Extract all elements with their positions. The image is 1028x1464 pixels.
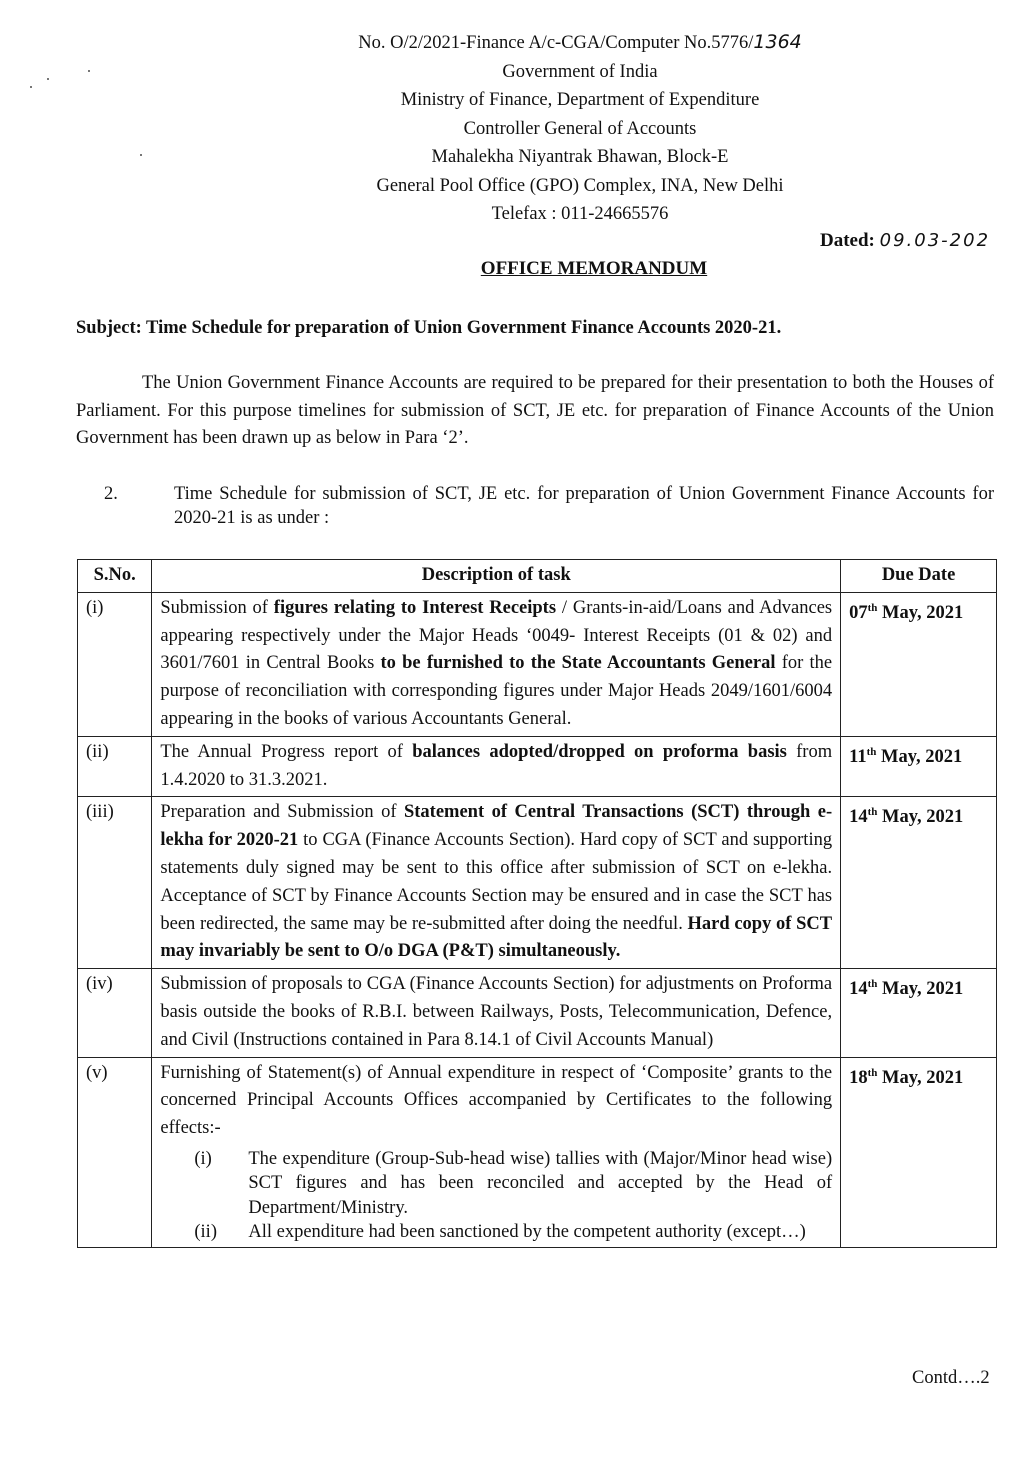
due-day: 14 [849, 807, 868, 828]
row-sno: (iii) [78, 797, 152, 969]
description-emphasis: figures relating to Interest Receipts [273, 597, 557, 618]
certificate-number: (ii) [194, 1222, 217, 1243]
due-day-suffix: th [867, 978, 878, 991]
description-segment: The Annual Progress report of [160, 741, 413, 762]
description-text [160, 739, 832, 795]
table-row [78, 797, 997, 969]
reference-number-printed: No. O/2/2021-Finance A/c-CGA/Computer No.5776/ [358, 33, 754, 53]
due-day: 14 [849, 979, 868, 1000]
description-emphasis: Statement of Central Transactions (SCT) through e-lekha for 2020-21 [160, 802, 833, 851]
table-row [78, 1057, 997, 1247]
dated-line [820, 230, 990, 252]
reference-number [300, 28, 860, 58]
table-header-row [78, 560, 997, 593]
description-text [160, 799, 832, 966]
letterhead-address: General Pool Office (GPO) Complex, INA, New Delhi [376, 175, 784, 196]
due-month-year: May, 2021 [877, 807, 964, 828]
paragraph-text: Time Schedule for submission of SCT, JE etc. for preparation of Union Government Finance Accounts for 2020-21 is as under : [174, 484, 994, 528]
row-description [152, 969, 841, 1057]
certificate-text: The expenditure (Group-Sub-head wise) tallies with (Major/Minor head wise) SCT figures and has been reconciled and accepted by the Head of Department/Ministry. [248, 1148, 833, 1218]
row-description [152, 1057, 841, 1247]
schedule-table [77, 559, 997, 1248]
paragraph-intro: The Union Government Finance Accounts are required to be prepared for their presentation to both the Houses of Parliament. For this purpose timelines for submission of SCT, JE etc. for preparation of Finance Accounts of the Union Government has been drawn up as below in Para ‘2’. [76, 373, 994, 448]
scan-speck [140, 154, 142, 156]
scan-speck [47, 78, 49, 80]
letterhead-building: Mahalekha Niyantrak Bhawan, Block-E [431, 147, 729, 167]
header-description: Description of task [152, 560, 841, 593]
memo-title: OFFICE MEMORANDUM [480, 258, 708, 279]
letterhead-office: Controller General of Accounts [463, 118, 697, 139]
description-segment: Furnishing of Statement(s) of Annual expenditure in respect of ‘Composite’ grants to the concerned Principal Accounts Offices accompanied by Certificates to the following effects:- [160, 1062, 833, 1139]
row-due-date [841, 736, 997, 797]
description-segment: to CGA (Finance Accounts Section). Hard copy of SCT and supporting statements duly signed may be sent to this office after submission of SCT on e-lekha. Acceptance of SCT by Finance Accounts Section may be ensured and in case the SCT has been redirected, the same may be re-submitted after doing the needful. [160, 830, 833, 934]
row-sno: (ii) [78, 736, 152, 797]
certificate-item [160, 1220, 832, 1245]
description-text [160, 595, 832, 734]
due-day-suffix: th [866, 745, 877, 758]
reference-number-handwritten: 1364 [753, 31, 802, 53]
description-text [160, 971, 832, 1054]
schedule-body [78, 592, 997, 1247]
memo-title-wrap [0, 258, 1028, 280]
letterhead-government: Government of India [502, 61, 658, 82]
dated-label: Dated: [820, 230, 875, 251]
letterhead-ministry: Ministry of Finance, Department of Expenditure [400, 90, 760, 110]
scan-speck [30, 86, 32, 88]
due-day-suffix: th [867, 1066, 878, 1079]
row-description [152, 797, 841, 969]
description-segment: for the purpose of reconciliation with corresponding figures under Major Heads 2049/1601/6004 appearing in the books of various Accountants General. [160, 653, 833, 729]
row-sno: (i) [78, 592, 152, 736]
due-day: 11 [849, 746, 867, 767]
description-segment: from 1.4.2020 to 31.3.2021. [160, 741, 833, 790]
description-segment: Submission of proposals to CGA (Finance Accounts Section) for adjustments on Proforma basis outside the books of R.B.I. between Railways, Posts, Telecommunication, Defence, and Civil (Instructions contained in Para 8.14.1 of Civil Accounts Manual) [160, 974, 833, 1050]
description-emphasis: balances adopted/dropped on proforma basis [412, 741, 787, 762]
row-due-date [841, 969, 997, 1057]
due-month-year: May, 2021 [877, 979, 964, 1000]
due-day-suffix: th [867, 601, 878, 614]
subject-line: Subject: Time Schedule for preparation of Union Government Finance Accounts 2020-21. [76, 318, 782, 338]
description-emphasis: to be furnished to the State Accountants General [380, 653, 776, 674]
dated-value: 09.03-202 [879, 230, 991, 251]
row-due-date [841, 1057, 997, 1247]
row-description [152, 736, 841, 797]
paragraph-number: 2. [104, 484, 118, 504]
description-segment: Submission of [160, 597, 274, 618]
due-month-year: May, 2021 [876, 746, 963, 767]
row-description [152, 592, 841, 736]
certificate-text: All expenditure had been sanctioned by the competent authority (except…) [248, 1222, 806, 1243]
due-month-year: May, 2021 [877, 1067, 964, 1088]
certificate-item [160, 1147, 832, 1221]
letterhead [300, 28, 860, 229]
table-row [78, 969, 997, 1057]
certificate-number: (i) [194, 1148, 212, 1169]
table-row [78, 736, 997, 797]
header-sno: S.No. [78, 560, 152, 593]
due-day: 18 [849, 1067, 868, 1088]
due-month-year: May, 2021 [877, 602, 964, 623]
description-text [160, 1060, 832, 1143]
row-sno: (v) [78, 1057, 152, 1247]
row-due-date [841, 797, 997, 969]
header-due-date: Due Date [841, 560, 997, 593]
letterhead-telefax: Telefax : 011-24665576 [491, 204, 669, 224]
due-day-suffix: th [867, 806, 878, 819]
row-due-date [841, 592, 997, 736]
paragraph-2 [76, 482, 994, 530]
due-day: 07 [849, 602, 868, 623]
scan-speck [88, 70, 90, 72]
description-segment: / Grants-in-aid/Loans and Advances appearing respectively under the Major Heads ‘0049- Interest Receipts (01 & 02) and 3601/7601 in Central Books [160, 597, 833, 674]
description-segment: Preparation and Submission of [160, 802, 404, 823]
table-row [78, 592, 997, 736]
row-sno: (iv) [78, 969, 152, 1057]
description-emphasis: Hard copy of SCT may invariably be sent to O/o DGA (P&T) simultaneously. [160, 913, 833, 962]
certificate-list [160, 1147, 832, 1245]
continued-marker: Contd….2 [912, 1368, 990, 1388]
